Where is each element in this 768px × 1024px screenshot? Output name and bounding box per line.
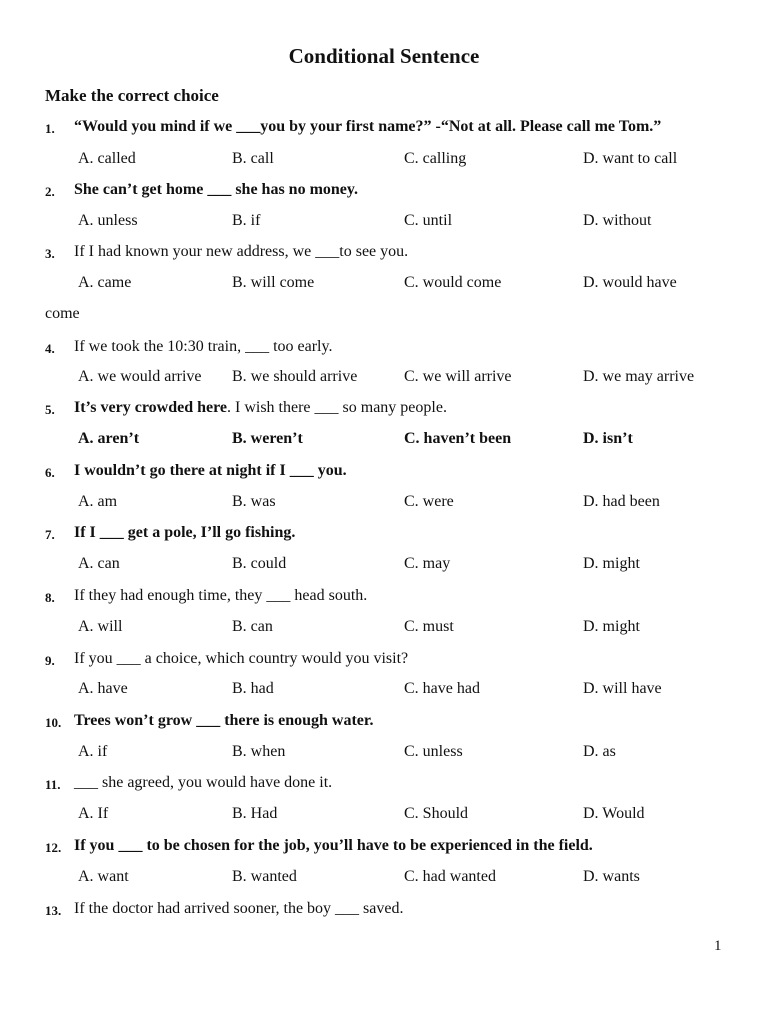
question-5-option-b: B. weren’t <box>232 430 303 447</box>
question-4-text: If we took the 10:30 train, ___ too early. <box>74 338 333 355</box>
question-12-option-b: B. wanted <box>232 868 297 885</box>
question-2-option-b: B. if <box>232 212 261 229</box>
question-1-option-a: A. called <box>78 150 136 167</box>
question-3-option-d-continuation: come <box>45 305 80 322</box>
question-7-option-b: B. could <box>232 555 287 572</box>
question-1-option-d: D. want to call <box>583 150 678 167</box>
question-10-option-d: D. as <box>583 743 616 760</box>
question-5-number: 5. <box>45 402 55 417</box>
question-7-option-c: C. may <box>404 555 451 572</box>
question-5-option-a: A. aren’t <box>78 430 140 447</box>
page-title: Conditional Sentence <box>288 44 480 68</box>
question-8-option-c: C. must <box>404 618 454 635</box>
question-10-option-a: A. if <box>78 743 108 760</box>
question-9-option-b: B. had <box>232 680 274 697</box>
question-8-option-b: B. can <box>232 618 273 635</box>
question-9-option-a: A. have <box>78 680 128 697</box>
question-10-option-c: C. unless <box>404 743 463 760</box>
question-3-option-d: D. would have <box>583 274 677 291</box>
question-6-option-b: B. was <box>232 493 276 510</box>
question-3-text: If I had known your new address, we ___to see you. <box>74 243 409 260</box>
question-2-number: 2. <box>45 184 55 199</box>
question-1-option-c: C. calling <box>404 150 467 167</box>
question-10-text: Trees won’t grow ___ there is enough water. <box>74 712 374 729</box>
question-4-option-b: B. we should arrive <box>232 368 358 385</box>
question-12-option-a: A. want <box>78 868 129 885</box>
question-3-number: 3. <box>45 246 55 261</box>
question-13-text: If the doctor had arrived sooner, the boy ___ saved. <box>74 900 404 917</box>
question-11-option-a: A. If <box>78 805 109 822</box>
question-11-number: 11. <box>45 777 61 792</box>
question-5-text-bold: It’s very crowded here <box>74 399 227 416</box>
question-13-number: 13. <box>45 903 62 918</box>
question-7-text: If I ___ get a pole, I’ll go fishing. <box>74 524 296 541</box>
question-6-option-c: C. were <box>404 493 454 510</box>
question-5-text-rest: . I wish there ___ so many people. <box>227 399 447 416</box>
question-9-text: If you ___ a choice, which country would you visit? <box>74 650 409 667</box>
question-1-text: “Would you mind if we ___you by your first name?” -“Not at all. Please call me Tom.” <box>74 118 662 135</box>
question-8-number: 8. <box>45 590 55 605</box>
question-9-number: 9. <box>45 653 55 668</box>
question-6-option-a: A. am <box>78 493 118 510</box>
question-11-option-d: D. Would <box>583 805 645 822</box>
question-7-option-d: D. might <box>583 555 640 572</box>
question-3-option-c: C. would come <box>404 274 502 291</box>
question-8-option-a: A. will <box>78 618 123 635</box>
question-4-option-a: A. we would arrive <box>78 368 202 385</box>
instruction-heading: Make the correct choice <box>45 86 219 105</box>
question-8-option-d: D. might <box>583 618 640 635</box>
question-11-option-b: B. Had <box>232 805 278 822</box>
question-2-option-c: C. until <box>404 212 453 229</box>
question-7-number: 7. <box>45 527 55 542</box>
question-1-number: 1. <box>45 121 55 136</box>
question-12-option-d: D. wants <box>583 868 640 885</box>
question-4-option-c: C. we will arrive <box>404 368 512 385</box>
question-2-text: She can’t get home ___ she has no money. <box>74 181 359 198</box>
question-5-option-d: D. isn’t <box>583 430 633 447</box>
question-12-number: 12. <box>45 840 62 855</box>
question-3-option-a: A. came <box>78 274 132 291</box>
question-12-text: If you ___ to be chosen for the job, you’ll have to be experienced in the field. <box>74 837 593 854</box>
question-10-option-b: B. when <box>232 743 286 760</box>
question-10-number: 10. <box>45 715 62 730</box>
question-9-option-d: D. will have <box>583 680 662 697</box>
question-6-number: 6. <box>45 465 55 480</box>
question-5-option-c: C. haven’t been <box>404 430 512 447</box>
question-9-option-c: C. have had <box>404 680 480 697</box>
question-11-option-c: C. Should <box>404 805 469 822</box>
question-4-option-d: D. we may arrive <box>583 368 695 385</box>
question-3-option-b: B. will come <box>232 274 315 291</box>
question-1-option-b: B. call <box>232 150 274 167</box>
question-12-option-c: C. had wanted <box>404 868 496 885</box>
question-2-option-a: A. unless <box>78 212 138 229</box>
question-6-option-d: D. had been <box>583 493 660 510</box>
question-4-number: 4. <box>45 341 55 356</box>
question-6-text: I wouldn’t go there at night if I ___ you. <box>74 462 347 479</box>
question-11-text: ___ she agreed, you would have done it. <box>74 774 333 791</box>
question-7-option-a: A. can <box>78 555 120 572</box>
question-2-option-d: D. without <box>583 212 652 229</box>
page-number: 1 <box>714 938 722 954</box>
question-5-text <box>74 399 447 417</box>
question-8-text: If they had enough time, they ___ head south. <box>74 587 368 604</box>
